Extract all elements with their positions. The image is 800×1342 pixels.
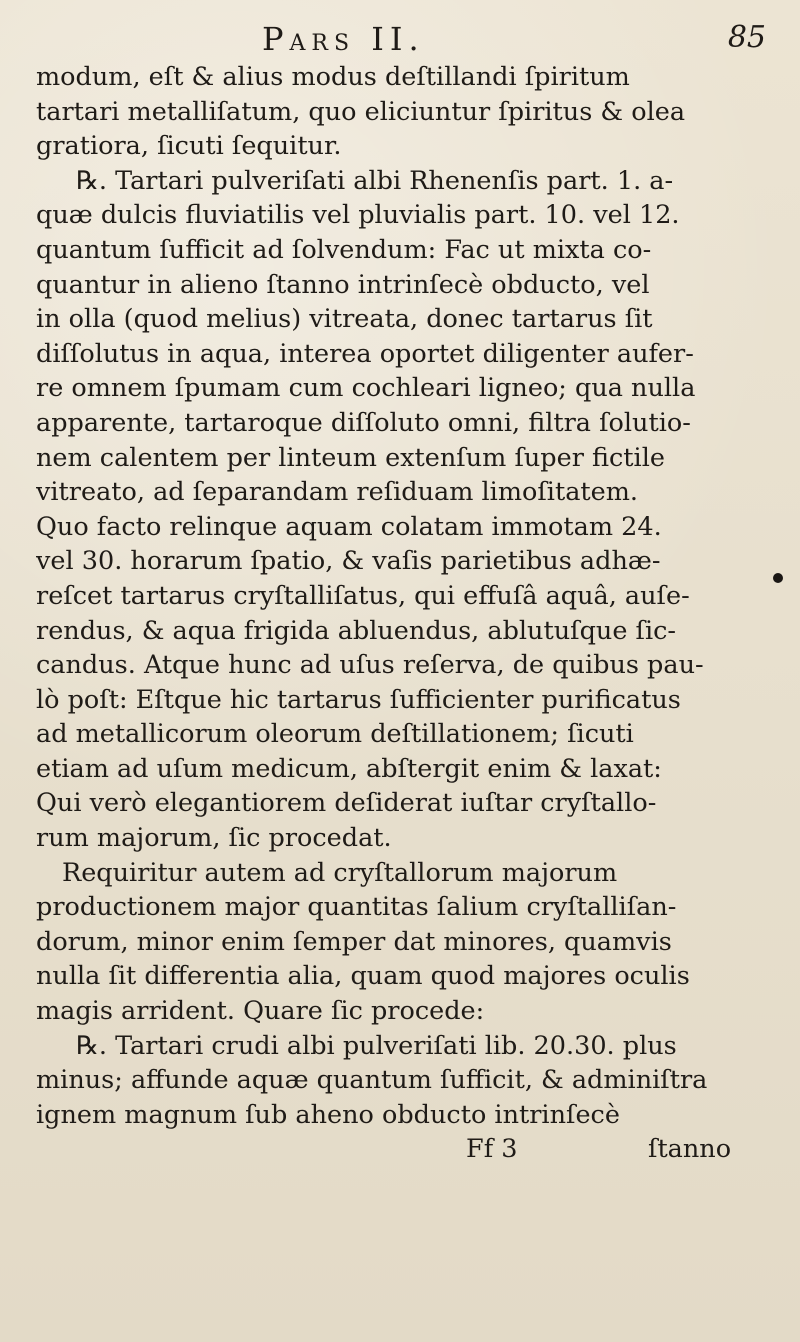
text-line: tartari metalliſatum, quo eliciuntur ſpiritus & olea [36, 96, 686, 127]
text-line-recipe: ℞. Tartari pulveriſati albi Rhenenſis part. 1. a- [76, 165, 674, 196]
signature-mark: Ff 3 [466, 1134, 518, 1165]
text-line: productionem major quantitas ſalium cryſtalliſan- [36, 892, 677, 923]
text-line: ignem magnum ſub aheno obducto intrinſecè [36, 1099, 620, 1130]
text-line: Qui verò elegantiorem deſiderat iuſtar cryſtallo- [36, 788, 657, 819]
running-title: Pars II. [262, 20, 425, 58]
text-line: diſſolutus in aqua, interea oportet diligenter aufer- [36, 338, 694, 369]
text-line: vel 30. horarum ſpatio, & vaſis parietibus adhæ- [36, 546, 661, 577]
text-line: quantur in alieno ſtanno intrinſecè obducto, vel [36, 269, 650, 300]
text-line: ad metallicorum oleorum deſtillationem; ſicuti [36, 719, 634, 750]
text-line: etiam ad uſum medicum, abſtergit enim & laxat: [36, 753, 662, 784]
text-line: vitreato, ad ſeparandam reſiduam limoſitatem. [36, 477, 639, 508]
text-line: quæ dulcis fluviatilis vel pluvialis part. 10. vel 12. [36, 200, 680, 231]
text-line: nulla ſit differentia alia, quam quod majores oculis [36, 961, 690, 992]
text-line: reſcet tartarus cryſtalliſatus, qui effuſâ aquâ, auſe- [36, 580, 690, 611]
body-text [36, 60, 776, 1166]
text-line: apparente, tartaroque diſſoluto omni, filtra ſolutio- [36, 407, 691, 438]
text-line: lò poſt: Eſtque hic tartarus ſufficienter purificatus [36, 684, 681, 715]
text-line-paragraph-start: Requiritur autem ad cryſtallorum majorum [62, 857, 618, 888]
text-line: Quo facto relinque aquam colatam immotam 24. [36, 511, 662, 542]
text-line: in olla (quod melius) vitreata, donec tartarus ſit [36, 304, 653, 335]
text-line: candus. Atque hunc ad uſus reſerva, de quibus pau- [36, 650, 704, 681]
text-line: gratiora, ſicuti ſequitur. [36, 131, 342, 162]
text-line: modum, eſt & alius modus deſtillandi ſpiritum [36, 62, 630, 92]
text-line: quantum ſufficit ad ſolvendum: Fac ut mixta co- [36, 234, 652, 265]
catchword: ſtanno [648, 1134, 732, 1165]
text-line-recipe: ℞. Tartari crudi albi pulveriſati lib. 20.30. plus [76, 1030, 677, 1061]
text-line: re omnem ſpumam cum cochleari ligneo; qua nulla [36, 373, 696, 404]
text-line: magis arrident. Quare ſic procede: [36, 996, 485, 1027]
text-line: minus; affunde aquæ quantum ſufficit, & adminiſtra [36, 1065, 708, 1096]
text-line: nem calentem per linteum extenſum ſuper fictile [36, 442, 665, 473]
page-number: 85 [727, 20, 766, 55]
margin-ink-dot [773, 573, 783, 583]
text-line: rum majorum, ſic procedat. [36, 823, 392, 854]
text-line: dorum, minor enim ſemper dat minores, quamvis [36, 926, 672, 957]
text-line: rendus, & aqua frigida abluendus, ablutuſque ſic- [36, 615, 677, 646]
signature-line [36, 1132, 776, 1166]
running-head [0, 14, 800, 64]
